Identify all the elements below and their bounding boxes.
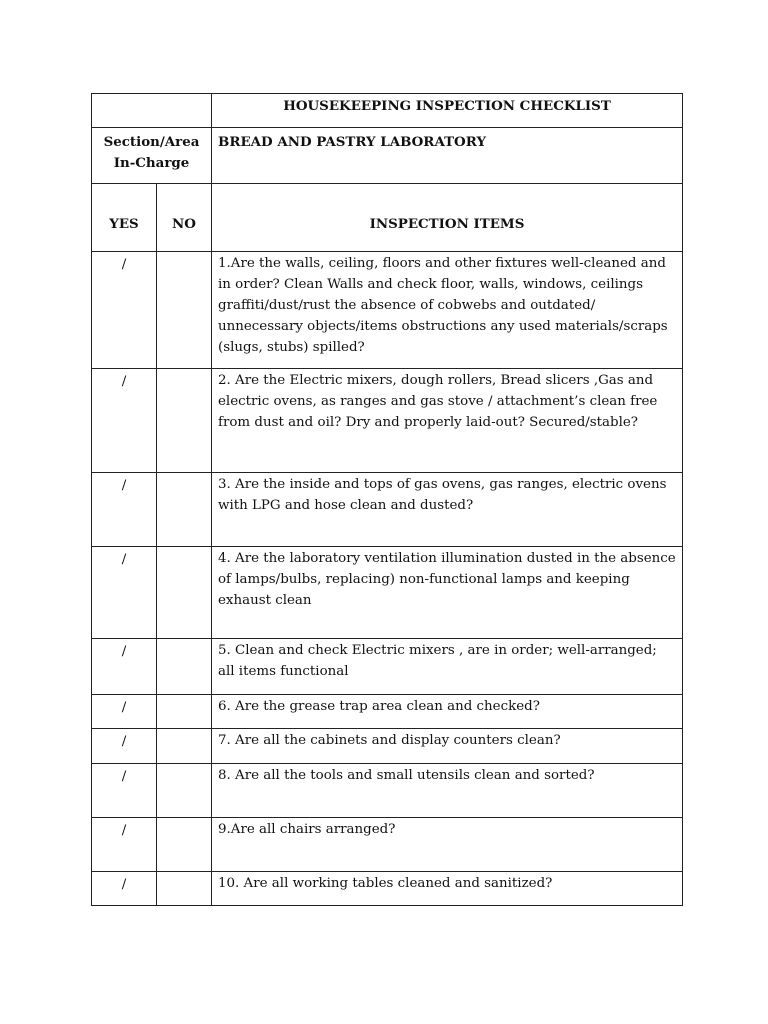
- checklist-title: HOUSEKEEPING INSPECTION CHECKLIST: [212, 94, 683, 128]
- no-column-header: NO: [157, 184, 212, 252]
- yes-column-header: YES: [92, 184, 157, 252]
- yes-mark: /: [92, 252, 157, 369]
- no-mark: [157, 818, 212, 872]
- inspection-item: 6. Are the grease trap area clean and checked?: [212, 695, 683, 729]
- inspection-item: 5. Clean and check Electric mixers , are in order; well-arranged; all items functional: [212, 639, 683, 695]
- inspection-item: 3. Are the inside and tops of gas ovens, gas ranges, electric ovens with LPG and hose clean and dusted?: [212, 473, 683, 547]
- yes-mark: /: [92, 369, 157, 473]
- title-row: [92, 94, 683, 128]
- table-row: [92, 252, 683, 369]
- inspection-item: 1.Are the walls, ceiling, floors and other fixtures well-cleaned and in order? Clean Walls and check floor, walls, windows, ceilings graffiti/dust/rust the absence of cobwebs and outdated/ unnecessary objects/items obstructions any used materials/scraps (slugs, stubs) spilled?: [212, 252, 683, 369]
- table-row: [92, 764, 683, 818]
- no-mark: [157, 547, 212, 639]
- yes-mark: /: [92, 639, 157, 695]
- inspection-item: 4. Are the laboratory ventilation illumination dusted in the absence of lamps/bulbs, replacing) non-functional lamps and keeping exhaust clean: [212, 547, 683, 639]
- no-mark: [157, 639, 212, 695]
- no-mark: [157, 764, 212, 818]
- inspection-item: 2. Are the Electric mixers, dough rollers, Bread slicers ,Gas and electric ovens, as ranges and gas stove / attachment’s clean free from dust and oil? Dry and properly laid-out? Secured/stable?: [212, 369, 683, 473]
- no-mark: [157, 695, 212, 729]
- table-row: [92, 547, 683, 639]
- yes-mark: /: [92, 473, 157, 547]
- table-row: [92, 695, 683, 729]
- table-row: [92, 818, 683, 872]
- table-row: [92, 729, 683, 764]
- inspection-item: 10. Are all working tables cleaned and sanitized?: [212, 872, 683, 906]
- table-row: [92, 369, 683, 473]
- no-mark: [157, 369, 212, 473]
- table-row: [92, 639, 683, 695]
- inspection-item: 8. Are all the tools and small utensils clean and sorted?: [212, 764, 683, 818]
- no-mark: [157, 729, 212, 764]
- yes-mark: /: [92, 695, 157, 729]
- yes-mark: /: [92, 818, 157, 872]
- section-area-value: BREAD AND PASTRY LABORATORY: [212, 128, 683, 184]
- no-mark: [157, 872, 212, 906]
- section-row: [92, 128, 683, 184]
- inspection-item: 7. Are all the cabinets and display counters clean?: [212, 729, 683, 764]
- inspection-checklist-table: [91, 93, 683, 906]
- inspection-item: 9.Are all chairs arranged?: [212, 818, 683, 872]
- no-mark: [157, 252, 212, 369]
- yes-mark: /: [92, 872, 157, 906]
- yes-mark: /: [92, 764, 157, 818]
- section-area-label: Section/Area In-Charge: [92, 128, 212, 184]
- yes-mark: /: [92, 547, 157, 639]
- inspection-items-header: INSPECTION ITEMS: [212, 184, 683, 252]
- header-row: [92, 184, 683, 252]
- table-row: [92, 473, 683, 547]
- table-row: [92, 872, 683, 906]
- yes-mark: /: [92, 729, 157, 764]
- blank-cell: [92, 94, 212, 128]
- no-mark: [157, 473, 212, 547]
